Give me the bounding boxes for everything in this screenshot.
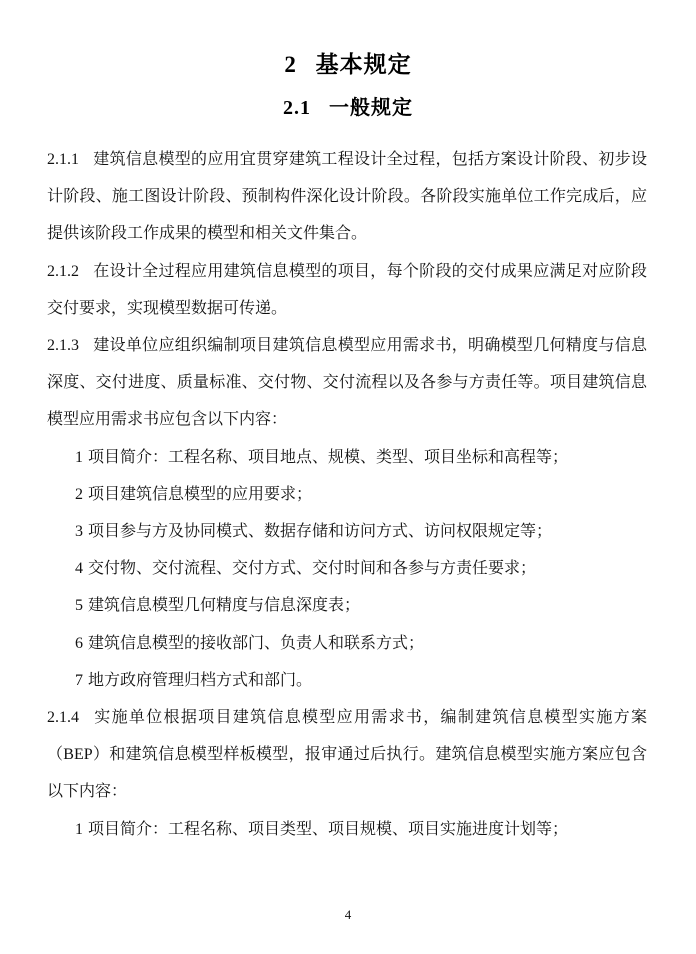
item-number: 7 bbox=[75, 671, 83, 689]
list-item bbox=[47, 439, 647, 476]
list-item bbox=[47, 513, 647, 550]
chapter-title bbox=[0, 0, 696, 78]
item-number: 5 bbox=[75, 597, 83, 615]
clause-paragraph bbox=[47, 141, 647, 253]
clause-number: 2.1.1 bbox=[47, 151, 79, 168]
item-text: 建筑信息模型的接收部门、负责人和联系方式； bbox=[88, 634, 425, 652]
clause-number: 2.1.4 bbox=[47, 709, 79, 727]
item-number: 1 bbox=[75, 448, 83, 466]
item-number: 6 bbox=[75, 634, 83, 652]
item-text: 建筑信息模型几何精度与信息深度表； bbox=[88, 597, 361, 615]
item-text: 项目简介：工程名称、项目类型、项目规模、项目实施进度计划等； bbox=[88, 820, 569, 838]
clause-number: 2.1.3 bbox=[47, 337, 79, 355]
clause-text: 实施单位根据项目建筑信息模型应用需求书，编制建筑信息模型实施方案（BEP）和建筑信息模型样板模型，报审通过后执行。建筑信息模型实施方案应包含以下内容： bbox=[47, 709, 647, 801]
clause-text: 建设单位应组织编制项目建筑信息模型应用需求书，明确模型几何精度与信息深度、交付进度、质量标准、交付物、交付流程以及各参与方责任等。项目建筑信息模型应用需求书应包含以下内容： bbox=[47, 337, 647, 429]
page-number: 4 bbox=[344, 907, 352, 922]
item-text: 交付物、交付流程、交付方式、交付时间和各参与方责任要求； bbox=[88, 560, 537, 578]
list-item bbox=[47, 662, 647, 699]
chapter-name: 基本规定 bbox=[315, 51, 412, 77]
clause-paragraph bbox=[47, 699, 647, 811]
item-text: 项目简介：工程名称、项目地点、规模、类型、项目坐标和高程等； bbox=[88, 448, 569, 466]
list-item bbox=[47, 625, 647, 662]
section-number: 2.1 bbox=[283, 97, 311, 119]
clause-paragraph bbox=[47, 253, 647, 327]
clause-number: 2.1.2 bbox=[47, 262, 79, 280]
list-item bbox=[47, 811, 647, 848]
clause-text: 建筑信息模型的应用宜贯穿建筑工程设计全过程，包括方案设计阶段、初步设计阶段、施工图设计阶段、预制构件深化设计阶段。各阶段实施单位工作完成后，应提供该阶段工作成果的模型和相关文件集合。 bbox=[47, 151, 647, 243]
item-number: 3 bbox=[75, 523, 83, 541]
list-item bbox=[47, 550, 647, 587]
item-number: 2 bbox=[75, 485, 83, 503]
item-text: 地方政府管理归档方式和部门。 bbox=[88, 671, 313, 689]
item-text: 项目建筑信息模型的应用要求； bbox=[88, 485, 313, 503]
clause-paragraph bbox=[47, 327, 647, 439]
list-item bbox=[47, 587, 647, 624]
item-text: 项目参与方及协同模式、数据存储和访问方式、访问权限规定等； bbox=[88, 523, 553, 541]
document-body bbox=[47, 141, 647, 848]
list-item bbox=[47, 476, 647, 513]
section-title bbox=[0, 96, 696, 120]
chapter-number: 2 bbox=[284, 52, 297, 77]
item-number: 1 bbox=[75, 820, 83, 838]
section-name: 一般规定 bbox=[329, 97, 413, 119]
item-number: 4 bbox=[75, 560, 83, 578]
clause-text: 在设计全过程应用建筑信息模型的项目，每个阶段的交付成果应满足对应阶段交付要求，实现模型数据可传递。 bbox=[47, 262, 647, 317]
